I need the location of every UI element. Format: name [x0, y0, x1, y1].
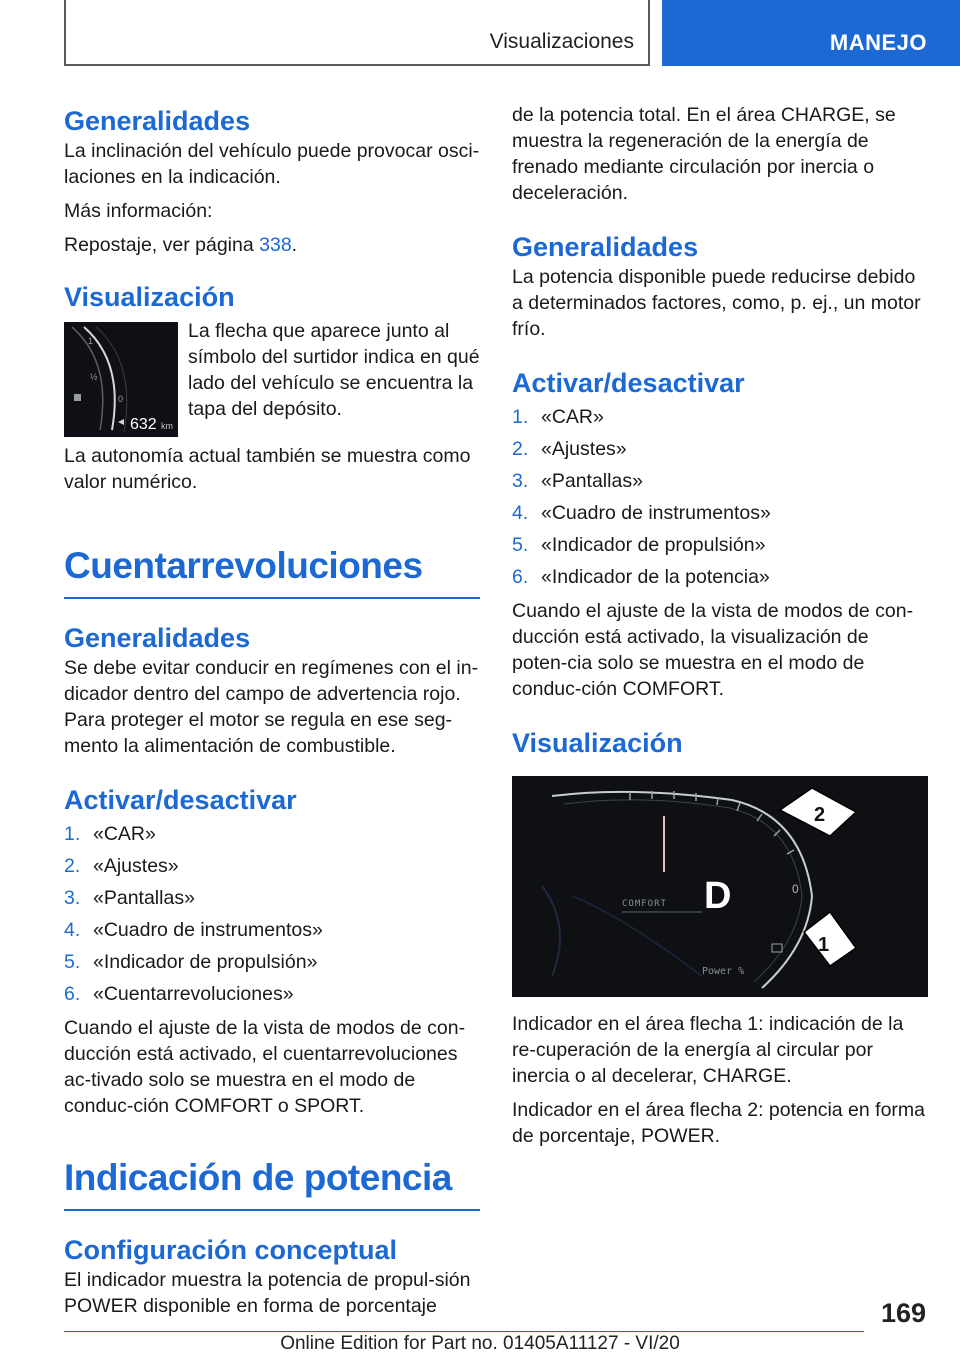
heading-indicacion-potencia: Indicación de potencia [64, 1157, 452, 1198]
heading-visualizacion-2: Visualización [512, 728, 683, 758]
scale-zero-label: 0 [792, 882, 799, 896]
paragraph-power-mode: Cuando el ajuste de la vista de modos de con-ducción está activado, la visualización de poten-cia solo se muestra en el modo de conduc-ción COMFORT. [512, 600, 914, 700]
header-section-box [64, 0, 650, 66]
steps-list-power [512, 404, 928, 596]
list-item [64, 917, 480, 949]
step-number: 6. [512, 566, 529, 588]
footer-edition: Online Edition for Part no. 01405A11127 - VI/20 [280, 1333, 680, 1354]
gear-indicator: D [704, 875, 732, 917]
step-number: 2. [64, 855, 81, 877]
step-number: 6. [64, 983, 81, 1005]
list-item [512, 500, 928, 532]
footer-rule [64, 1331, 864, 1332]
mode-label: COMFORT [622, 899, 667, 909]
list-item [512, 532, 928, 564]
range-unit: km [161, 421, 173, 431]
paragraph-range: La autonomía actual también se muestra como valor numérico. [64, 445, 471, 493]
steps-list-tach [64, 821, 480, 1013]
caption-arrow-2: Indicador en el área flecha 2: potencia en forma de porcentaje, POWER. [512, 1099, 926, 1147]
fuel-gauge-image [64, 322, 178, 437]
list-item [64, 981, 480, 1013]
step-label: «Cuadro de instrumentos» [93, 919, 323, 941]
paragraph-tach-mode: Cuando el ajuste de la vista de modos de con-ducción está activado, el cuentarrevoluciones ac-tivado solo se muestra en el modo de conduc-ción COMFORT o SPORT. [64, 1017, 466, 1117]
refuel-page-link[interactable]: 338 [259, 234, 292, 256]
svg-text:1: 1 [818, 934, 830, 956]
gauge-half-label: ½ [90, 372, 98, 382]
step-number: 1. [64, 823, 81, 845]
fuel-gauge-graphic [64, 322, 178, 437]
heading-generalidades-2: Generalidades [64, 623, 251, 653]
paragraph-more-info: Más información: [64, 200, 213, 222]
step-number: 5. [64, 951, 81, 973]
heading-generalidades-3: Generalidades [512, 232, 699, 262]
step-label: «Cuadro de instrumentos» [541, 502, 771, 524]
step-label: «Cuentarrevoluciones» [93, 983, 294, 1005]
refuel-end: . [291, 234, 298, 256]
step-label: «CAR» [541, 406, 604, 428]
step-label: «Ajustes» [541, 438, 627, 460]
paragraph-power-reduced: La potencia disponible puede reducirse debido a determinados factores, como, p. ej., un motor frío. [512, 266, 921, 340]
list-item [64, 853, 480, 885]
left-column [64, 100, 480, 1319]
step-label: «CAR» [93, 823, 156, 845]
section-rule-power [64, 1209, 480, 1211]
page-number: 169 [880, 1298, 926, 1328]
header-chapter-tab[interactable] [662, 0, 960, 66]
paragraph-refuel-ref [64, 232, 480, 258]
fuel-pump-icon [74, 394, 81, 401]
gauge-zero-label: 0 [118, 394, 124, 404]
step-label: «Indicador de propulsión» [541, 534, 766, 556]
heading-visualizacion-1: Visualización [64, 282, 235, 312]
heading-generalidades-1: Generalidades [64, 106, 251, 136]
step-number: 3. [512, 470, 529, 492]
right-column [512, 100, 928, 1149]
list-item [512, 468, 928, 500]
range-value: 632 [130, 416, 157, 433]
step-number: 4. [64, 919, 81, 941]
header-section-title: Visualizaciones [489, 30, 634, 53]
step-number: 3. [64, 887, 81, 909]
power-display-image [512, 776, 928, 997]
paragraph-charge-continued: de la potencia total. En el área CHARGE, se muestra la regeneración de la energía de frenado mediante circulación por inercia o deceleración. [512, 104, 896, 204]
step-label: «Indicador de la potencia» [541, 566, 770, 588]
list-item [512, 404, 928, 436]
list-item [512, 564, 928, 596]
section-rule-tach [64, 597, 480, 599]
caption-arrow-1: Indicador en el área flecha 1: indicación de la re-cuperación de la energía al circular por inercia o al decelerar, CHARGE. [512, 1013, 904, 1087]
header-chapter-label: MANEJO [829, 30, 927, 55]
step-label: «Ajustes» [93, 855, 179, 877]
gauge-one-label: 1 [88, 336, 94, 346]
refuel-text: Repostaje, ver página [64, 234, 260, 256]
heading-activar-2: Activar/desactivar [512, 368, 745, 398]
step-label: «Pantallas» [93, 887, 195, 909]
svg-text:2: 2 [814, 804, 826, 826]
paragraph-inclination: La inclinación del vehículo puede provocar osci-laciones en la indicación. [64, 140, 480, 188]
list-item [512, 436, 928, 468]
heading-activar-1: Activar/desactivar [64, 785, 297, 815]
list-item [64, 821, 480, 853]
heading-cuentarrevoluciones: Cuentarrevoluciones [64, 545, 423, 586]
step-number: 1. [512, 406, 529, 428]
heading-configuracion: Configuración conceptual [64, 1235, 398, 1265]
paragraph-concept: El indicador muestra la potencia de propul-sión POWER disponible en forma de porcentaje [64, 1269, 471, 1317]
paragraph-rev-warning: Se debe evitar conducir en regímenes con el in-dicador dentro del campo de advertencia rojo. Para proteger el motor se regula en ese seg-mento la alimentación de combustible. [64, 657, 479, 757]
step-number: 5. [512, 534, 529, 556]
paragraph-fuel-arrow: La flecha que aparece junto al símbolo del surtidor indica en qué lado del vehículo se encuentra la tapa del depósito. [188, 320, 480, 420]
power-display-graphic [512, 776, 928, 997]
list-item [64, 949, 480, 981]
step-number: 4. [512, 502, 529, 524]
step-label: «Indicador de propulsión» [93, 951, 318, 973]
power-percent-label: Power % [702, 966, 745, 977]
list-item [64, 885, 480, 917]
step-number: 2. [512, 438, 529, 460]
step-label: «Pantallas» [541, 470, 643, 492]
